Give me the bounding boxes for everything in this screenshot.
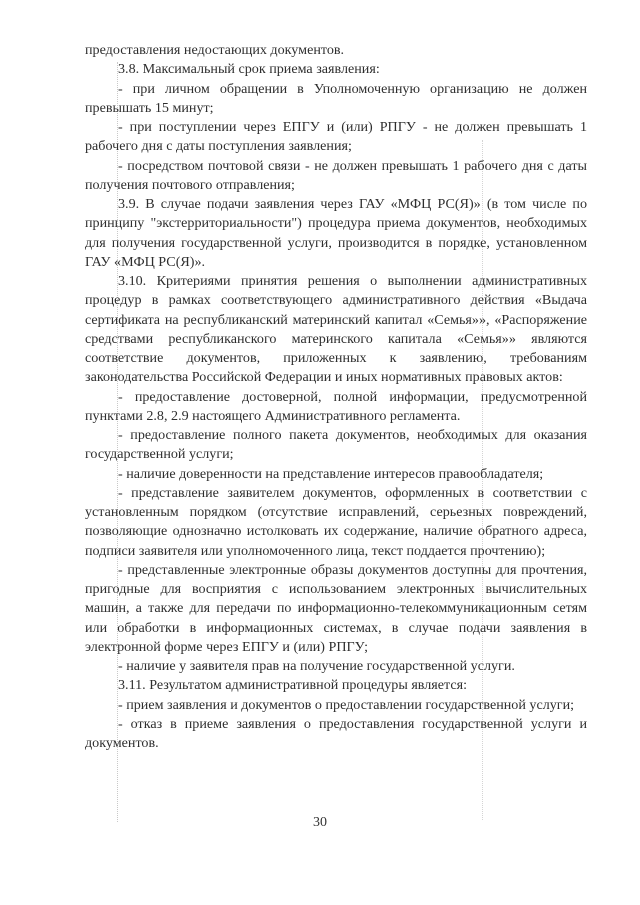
paragraph: - посредством почтовой связи - не должен превышать 1 рабочего дня с даты получения почтового отправления; bbox=[85, 157, 587, 193]
paragraph: предоставления недостающих документов. bbox=[85, 42, 345, 58]
paragraph: - предоставление достоверной, полной информации, предусмотренной пунктами 2.8, 2.9 настоящего Административного регламента. bbox=[85, 388, 587, 424]
paragraph: - при личном обращении в Уполномоченную организацию не должен превышать 15 минут; bbox=[85, 80, 587, 116]
paragraph: 3.11. Результатом административной процедуры является: bbox=[118, 677, 468, 694]
document-body bbox=[85, 41, 587, 753]
paragraph: - представленные электронные образы документов доступны для прочтения, пригодные для восприятия с использованием электронных вычислительных машин, а также для передачи по информационно-телекоммуникационным сетям или обработки в информационных системах, в случае подачи заявления в электронной форме через ЕПГУ и (или) РПГУ; bbox=[85, 561, 587, 655]
paragraph: - наличие доверенности на представление интересов правообладателя; bbox=[118, 465, 544, 482]
paragraph: - предоставление полного пакета документов, необходимых для оказания государственной услуги; bbox=[85, 427, 587, 463]
paragraph: - при поступлении через ЕПГУ и (или) РПГУ - не должен превышать 1 рабочего дня с даты поступления заявления; bbox=[85, 119, 587, 155]
paragraph: - представление заявителем документов, оформленных в соответствии с установленным порядком (отсутствие исправлений, серьезных повреждений, позволяющие однозначно истолковать их содержание, наличие обратного адреса, подписи заявителя или уполномоченного лица, текст поддается прочтению); bbox=[85, 484, 587, 559]
paragraph: 3.9. В случае подачи заявления через ГАУ «МФЦ РС(Я)» (в том числе по принципу "экстерриториальности") процедура приема документов, необходимых для получения государственной услуги, производится в порядке, установленном ГАУ «МФЦ РС(Я)». bbox=[85, 196, 587, 270]
paragraph: - отказ в приеме заявления о предоставления государственной услуги и документов. bbox=[85, 715, 587, 751]
paragraph: - наличие у заявителя прав на получение государственной услуги. bbox=[118, 658, 515, 674]
page-number: 30 bbox=[313, 815, 327, 830]
paragraph: 3.8. Максимальный срок приема заявления: bbox=[118, 61, 380, 78]
paragraph: - прием заявления и документов о предоставлении государственной услуги; bbox=[118, 696, 575, 713]
paragraph: 3.10. Критериями принятия решения о выполнении административных процедур в рамках соответствующего административного действия «Выдача сертификата на республиканский материнский капитал «Семья»», «Распоряжение средствами республиканского материнского капитала «Семья»» являются соответствие документов, приложенных к заявлению, требованиям законодательства Российской Федерации и иных нормативных правовых актов: bbox=[85, 273, 587, 386]
